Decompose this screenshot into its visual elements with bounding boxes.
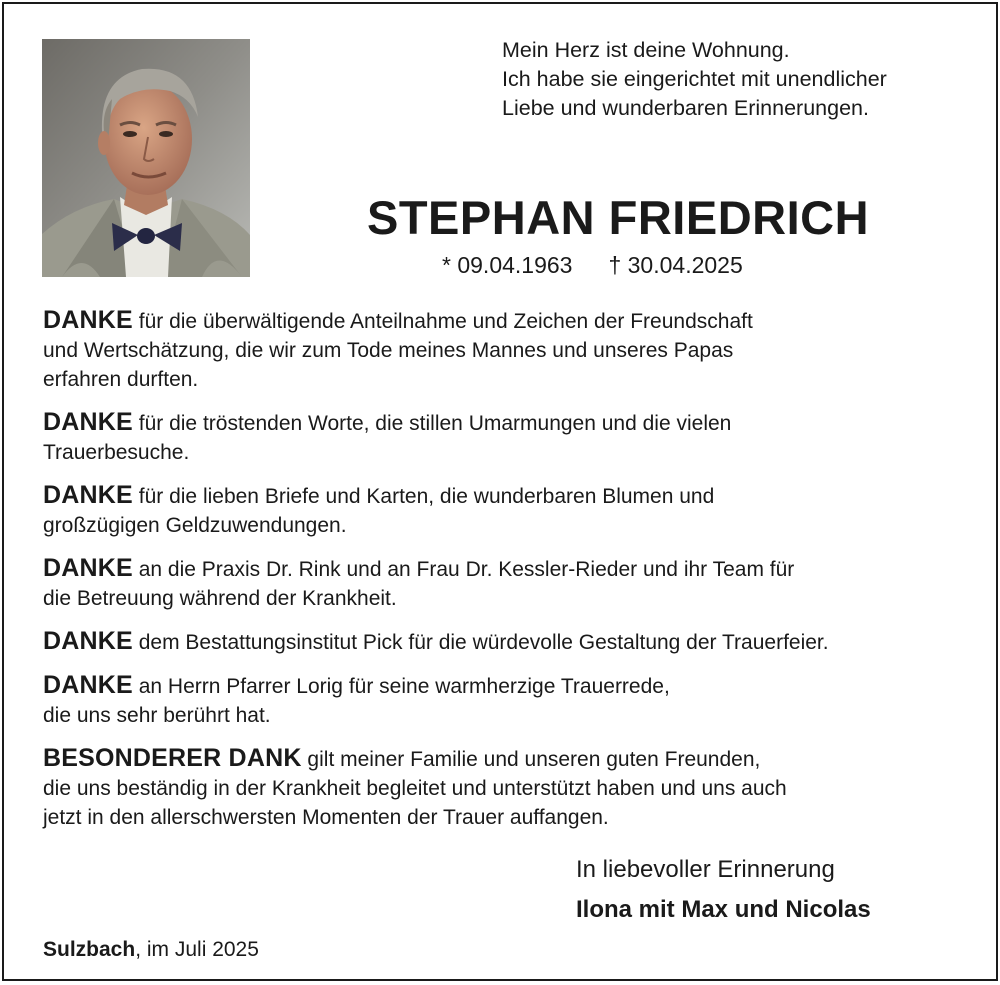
thanks-paragraph xyxy=(43,671,943,730)
paragraph-line: für die tröstenden Worte, die stillen Umarmungen und die vielen xyxy=(132,412,732,435)
portrait-photo xyxy=(42,39,250,277)
birth-date: * 09.04.1963 xyxy=(442,252,573,278)
paragraph-line: die uns sehr berührt hat. xyxy=(43,704,271,727)
thanks-keyword: DANKE xyxy=(43,408,133,436)
paragraph-line: dem Bestattungsinstitut Pick für die würdevolle Gestaltung der Trauerfeier. xyxy=(132,631,829,654)
paragraph-line: Trauerbesuche. xyxy=(43,441,190,464)
paragraph-line: großzügigen Geldzuwendungen. xyxy=(43,514,347,537)
thanks-keyword: DANKE xyxy=(43,671,133,699)
place-town: Sulzbach xyxy=(43,938,136,961)
paragraph-line: an Herrn Pfarrer Lorig für seine warmherzige Trauerrede, xyxy=(132,675,670,698)
paragraph-line: die Betreuung während der Krankheit. xyxy=(43,587,397,610)
place-date xyxy=(43,938,259,962)
thanks-keyword: DANKE xyxy=(43,481,133,509)
paragraph-line: für die überwältigende Anteilnahme und Zeichen der Freundschaft xyxy=(132,310,753,333)
thanks-paragraph xyxy=(43,627,943,657)
thanks-paragraph xyxy=(43,306,943,394)
quote-line: Ich habe sie eingerichtet mit unendlicher xyxy=(502,67,887,91)
paragraph-line: erfahren durften. xyxy=(43,368,199,391)
thanks-keyword: DANKE xyxy=(43,554,133,582)
paragraph-line: und Wertschätzung, die wir zum Tode meines Mannes und unseres Papas xyxy=(43,339,734,362)
life-dates xyxy=(442,252,743,279)
place-date-text: , im Juli 2025 xyxy=(135,938,259,961)
quote-line: Liebe und wunderbaren Erinnerungen. xyxy=(502,96,869,120)
paragraph-line: die uns beständig in der Krankheit begleitet und unterstützt haben und uns auch xyxy=(43,777,787,800)
thanks-paragraph xyxy=(43,744,943,832)
quote-line: Mein Herz ist deine Wohnung. xyxy=(502,38,790,62)
thanks-keyword: BESONDERER DANK xyxy=(43,744,302,772)
thanks-text xyxy=(43,306,943,846)
closing-phrase: In liebevoller Erinnerung xyxy=(576,856,835,883)
paragraph-line: gilt meiner Familie und unseren guten Freunden, xyxy=(301,748,761,771)
thanks-paragraph xyxy=(43,481,943,540)
paragraph-line: für die lieben Briefe und Karten, die wunderbaren Blumen und xyxy=(132,485,715,508)
memorial-quote xyxy=(502,36,887,123)
portrait-image xyxy=(42,39,250,277)
deceased-name: STEPHAN FRIEDRICH xyxy=(367,191,870,244)
thanks-paragraph xyxy=(43,554,943,613)
obituary-card xyxy=(2,2,998,981)
paragraph-line: jetzt in den allerschwersten Momenten der Trauer auffangen. xyxy=(43,806,609,829)
thanks-paragraph xyxy=(43,408,943,467)
death-date: † 30.04.2025 xyxy=(608,252,743,278)
paragraph-line: an die Praxis Dr. Rink und an Frau Dr. Kessler-Rieder und ihr Team für xyxy=(132,558,795,581)
thanks-keyword: DANKE xyxy=(43,627,133,655)
thanks-keyword: DANKE xyxy=(43,306,133,334)
signers: Ilona mit Max und Nicolas xyxy=(576,896,871,923)
